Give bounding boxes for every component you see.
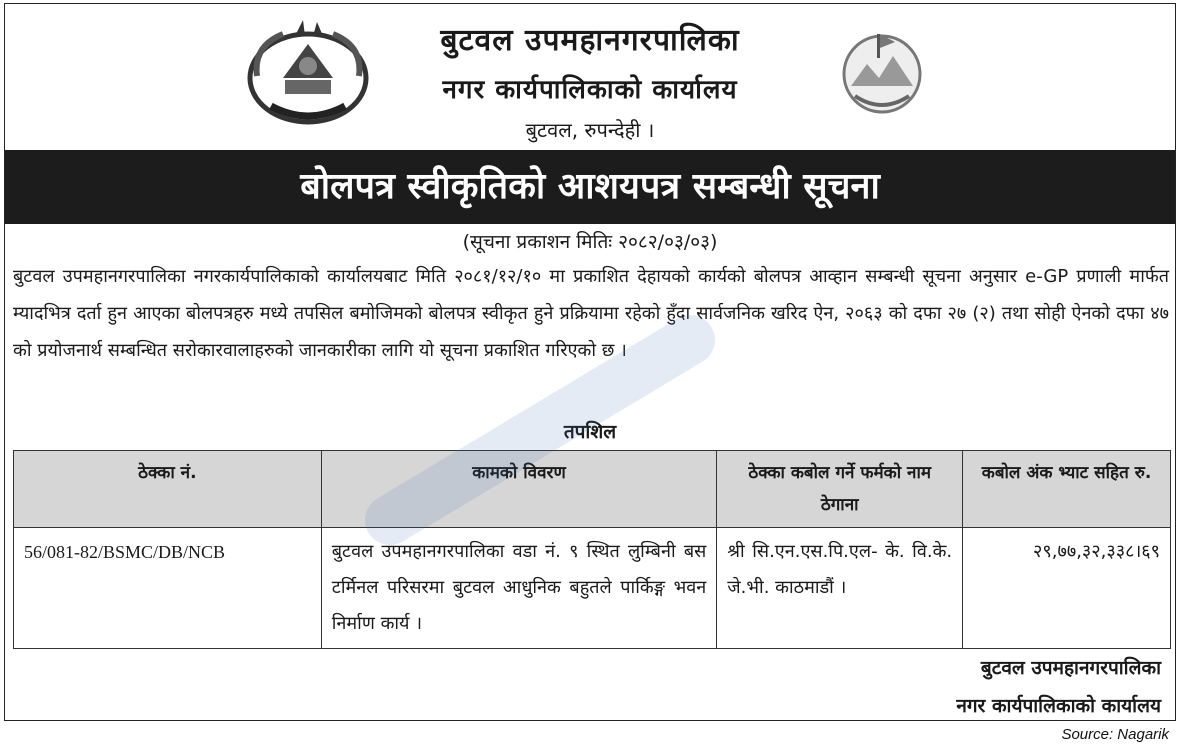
notice-header bbox=[5, 4, 1175, 150]
header-contract-no: ठेक्का नं. bbox=[14, 451, 322, 528]
publication-date: (सूचना प्रकाशन मितिः २०८२/०३/०३) bbox=[462, 231, 718, 253]
schedule-label: तपशिल bbox=[563, 421, 617, 443]
schedule-table bbox=[13, 450, 1171, 649]
table-header-row bbox=[14, 451, 1171, 528]
municipality-logo-icon bbox=[841, 24, 923, 124]
org-name: बुटवल उपमहानगरपालिका bbox=[440, 23, 740, 58]
signature-org: बुटवल उपमहानगरपालिका bbox=[980, 657, 1161, 679]
header-amount: कबोल अंक भ्याट सहित रु. bbox=[963, 451, 1171, 528]
signature-office: नगर कार्यपालिकाको कार्यालय bbox=[956, 695, 1161, 717]
notice-title: बोलपत्र स्वीकृतिको आशयपत्र सम्बन्धी सूचना bbox=[5, 150, 1175, 224]
source-credit: Source: Nagarik bbox=[1061, 726, 1169, 743]
notice-document bbox=[4, 3, 1176, 721]
cell-contract-no: 56/081-82/BSMC/DB/NCB bbox=[14, 528, 322, 649]
cell-amount: २९,७७,३२,३३८।६९ bbox=[963, 528, 1171, 649]
notice-body: बुटवल उपमहानगरपालिका नगरकार्यपालिकाको कार्यालयबाट मिति २०८१/१२/१० मा प्रकाशित देहायको कार्यको बोलपत्र आव्हान सम्बन्धी सूचना अनुसार e-GP प्रणाली मार्फत म्यादभित्र दर्ता हुन आएका बोलपत्रहरु मध्ये तपसिल बमोजिमको बोलपत्र स्वीकृत हुने प्रक्रियामा रहेको हुँदा सार्वजनिक खरिद ऐन, २०६३ को दफा २७ (२) तथा सोही ऐनको दफा ४७ को प्रयोजनार्थ सम्बन्धित सरोकारवालाहरुको जानकारीका लागि यो सूचना प्रकाशित गरिएको छ । bbox=[13, 266, 1169, 361]
cell-description: बुटवल उपमहानगरपालिका वडा नं. ९ स्थित लुम्बिनी बस टर्मिनल परिसरमा बुटवल आधुनिक बहुतले पार्किङ्ग भवन निर्माण कार्य । bbox=[321, 528, 717, 649]
cell-firm: श्री सि.एन.एस.पि.एल- के. वि.के. जे.भी. काठमाडौं । bbox=[717, 528, 963, 649]
header-firm: ठेक्का कबोल गर्ने फर्मको नाम ठेगाना bbox=[717, 451, 963, 528]
header-description: कामको विवरण bbox=[321, 451, 717, 528]
location: बुटवल, रुपन्देही । bbox=[525, 118, 655, 142]
office-name: नगर कार्यपालिकाको कार्यालय bbox=[442, 75, 738, 105]
table-row bbox=[14, 528, 1171, 649]
